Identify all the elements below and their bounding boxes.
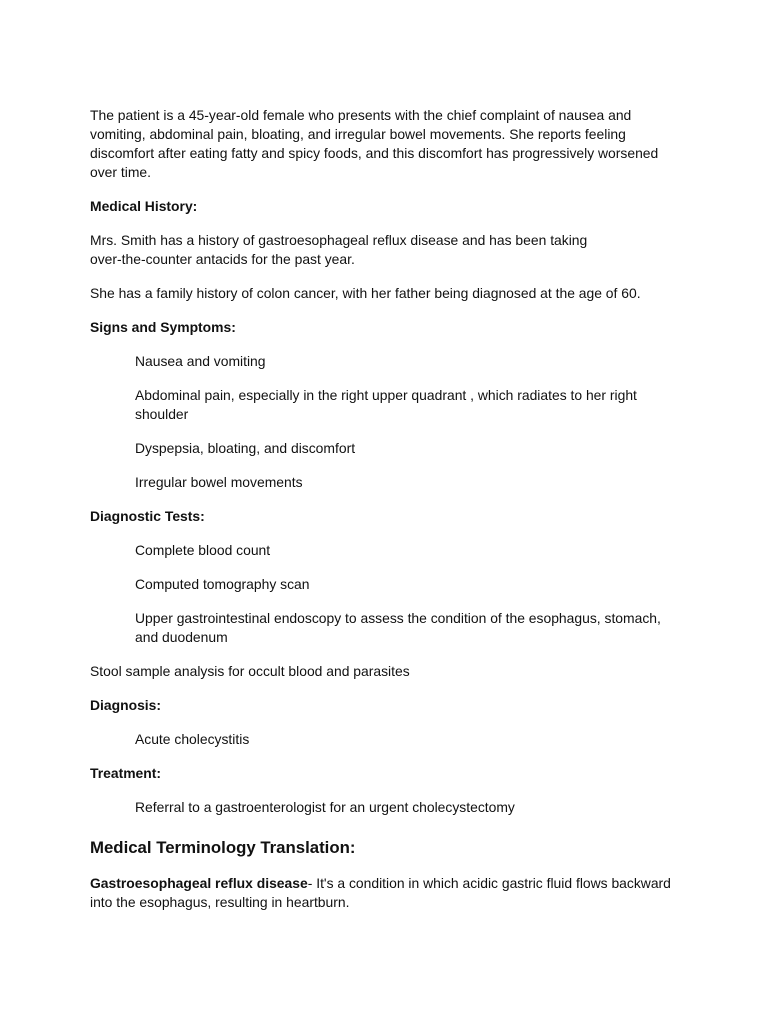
treatment-item: Referral to a gastroenterologist for an urgent cholecystectomy [135,799,515,815]
terminology-entry [90,874,680,912]
term-name: Gastroesophageal reflux disease [90,875,308,891]
test-item: Computed tomography scan [135,576,310,592]
stool-test-paragraph: Stool sample analysis for occult blood and parasites [90,663,410,679]
symptom-item: Dyspepsia, bloating, and discomfort [135,440,356,456]
medical-history-heading: Medical History: [90,198,198,214]
intro-paragraph: The patient is a 45-year-old female who presents with the chief complaint of nausea and vomiting, abdominal pain, bloating, and irregular bowel movements. She reports feeling discomfort after eating fatty and spicy foods, and this discomfort has progressively worsened over time. [90,107,659,180]
symptom-item: Abdominal pain, especially in the right upper quadrant , which radiates to her right shoulder [135,387,637,422]
family-history-paragraph: She has a family history of colon cancer, with her father being diagnosed at the age of 60. [90,285,641,301]
diagnosis-item: Acute cholecystitis [135,731,250,747]
terminology-heading: Medical Terminology Translation: [90,838,356,857]
symptom-item: Nausea and vomiting [135,353,266,369]
medical-history-paragraph: Mrs. Smith has a history of gastroesophageal reflux disease and has been taking over-the-counter antacids for the past year. [90,232,588,267]
test-item: Upper gastrointestinal endoscopy to assess the condition of the esophagus, stomach, and duodenum [135,610,661,645]
diagnosis-heading: Diagnosis: [90,697,162,713]
diagnostic-tests-heading: Diagnostic Tests: [90,508,205,524]
treatment-heading: Treatment: [90,765,162,781]
document-page [90,106,680,927]
symptom-item: Irregular bowel movements [135,474,303,490]
term-definition: - It's a condition in which acidic gastric fluid flows backward into the esophagus, resulting in heartburn. [90,875,671,910]
signs-symptoms-heading: Signs and Symptoms: [90,319,236,335]
test-item: Complete blood count [135,542,271,558]
